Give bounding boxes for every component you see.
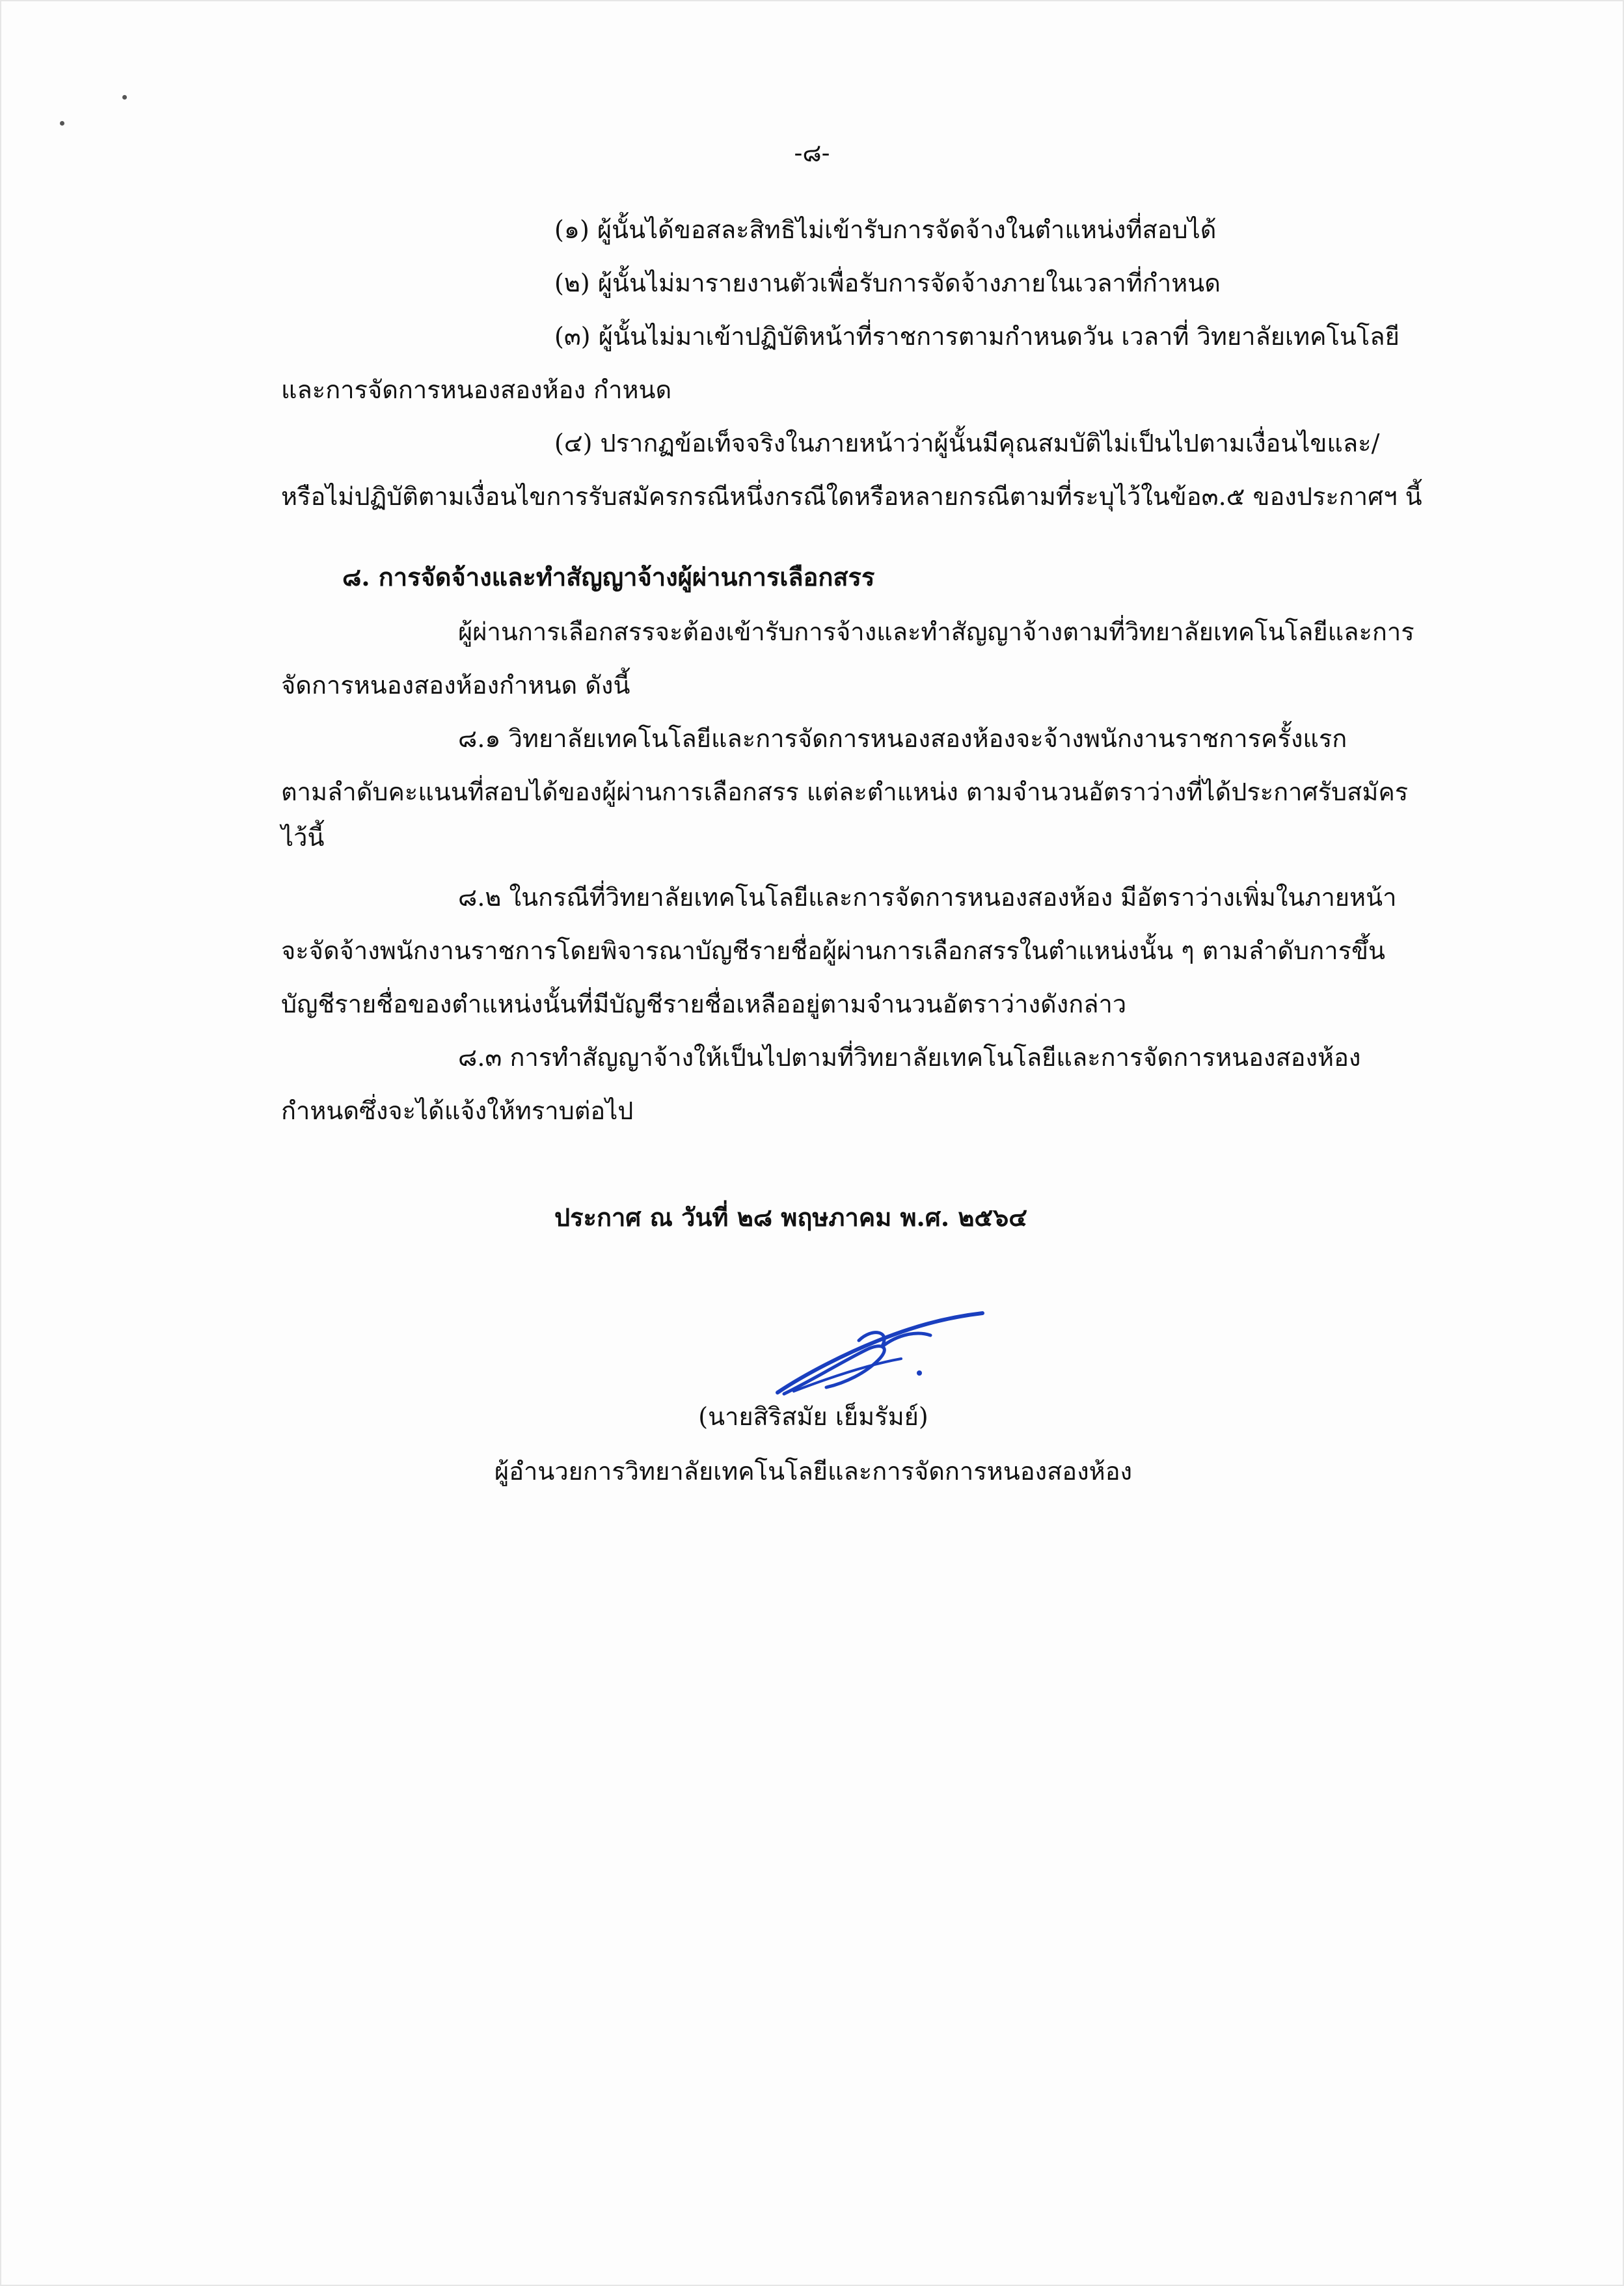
scan-speck: [122, 95, 127, 100]
section-8-intro-line-1: ผู้ผ่านการเลือกสรรจะต้องเข้ารับการจ้างและทำสัญญาจ้างตามที่วิทยาลัยเทคโนโลยีและการ: [458, 618, 1414, 646]
item-4-line-1: (๔) ปรากฏข้อเท็จจริงในภายหน้าว่าผู้นั้นมีคุณสมบัติไม่เป็นไปตามเงื่อนไขและ/: [554, 429, 1380, 457]
item-3-line-2: และการจัดการหนองสองห้อง กำหนด: [281, 375, 672, 404]
item-3-line-1: (๓) ผู้นั้นไม่มาเข้าปฏิบัติหน้าที่ราชการตามกำหนดวัน เวลาที่ วิทยาลัยเทคโนโลยี: [554, 322, 1400, 351]
signature-image: [768, 1301, 989, 1406]
announcement-date: ประกาศ ณ วันที่ ๒๘ พฤษภาคม พ.ศ. ๒๕๖๔: [554, 1203, 1028, 1232]
clause-8-3-line-2: กำหนดซึ่งจะได้แจ้งให้ทราบต่อไป: [281, 1096, 634, 1125]
clause-8-2-line-2: จะจัดจ้างพนักงานราชการโดยพิจารณาบัญชีรายชื่อผู้ผ่านการเลือกสรรในตำแหน่งนั้น ๆ ตามลำดับการขึ้น: [281, 936, 1385, 965]
item-2: (๒) ผู้นั้นไม่มารายงานตัวเพื่อรับการจัดจ้างภายในเวลาที่กำหนด: [554, 269, 1221, 297]
clause-8-1-line-2: ตามลำดับคะแนนที่สอบได้ของผู้ผ่านการเลือกสรร แต่ละตำแหน่ง ตามจำนวนอัตราว่างที่ได้ประกาศรับสมัคร: [281, 778, 1409, 806]
signatory-title: ผู้อำนวยการวิทยาลัยเทคโนโลยีและการจัดการหนองสองห้อง: [494, 1457, 1133, 1486]
section-8-heading: ๘. การจัดจ้างและทำสัญญาจ้างผู้ผ่านการเลือกสรร: [342, 562, 875, 592]
clause-8-1-line-1: ๘.๑ วิทยาลัยเทคโนโลยีและการจัดการหนองสองห้องจะจ้างพนักงานราชการครั้งแรก: [458, 724, 1347, 753]
signatory-name: (นายสิริสมัย เย็มรัมย์): [698, 1402, 928, 1431]
scan-speck: [60, 121, 64, 126]
item-4-line-2: หรือไม่ปฏิบัติตามเงื่อนไขการรับสมัครกรณีหนึ่งกรณีใดหรือหลายกรณีตามที่ระบุไว้ในข้อ๓.๕ ของประกาศฯ นี้: [281, 482, 1422, 511]
clause-8-2-line-3: บัญชีรายชื่อของตำแหน่งนั้นที่มีบัญชีรายชื่อเหลืออยู่ตามจำนวนอัตราว่างดังกล่าว: [281, 990, 1127, 1018]
item-1: (๑) ผู้นั้นได้ขอสละสิทธิไม่เข้ารับการจัดจ้างในตำแหน่งที่สอบได้: [554, 215, 1217, 244]
section-8-intro-line-2: จัดการหนองสองห้องกำหนด ดังนี้: [281, 671, 630, 700]
clause-8-3-line-1: ๘.๓ การทำสัญญาจ้างให้เป็นไปตามที่วิทยาลัยเทคโนโลยีและการจัดการหนองสองห้อง: [458, 1043, 1361, 1072]
page-number: -๘-: [794, 139, 830, 167]
clause-8-2-line-1: ๘.๒ ในกรณีที่วิทยาลัยเทคโนโลยีและการจัดการหนองสองห้อง มีอัตราว่างเพิ่มในภายหน้า: [458, 883, 1397, 912]
clause-8-1-line-3: ไว้นี้: [281, 823, 325, 852]
